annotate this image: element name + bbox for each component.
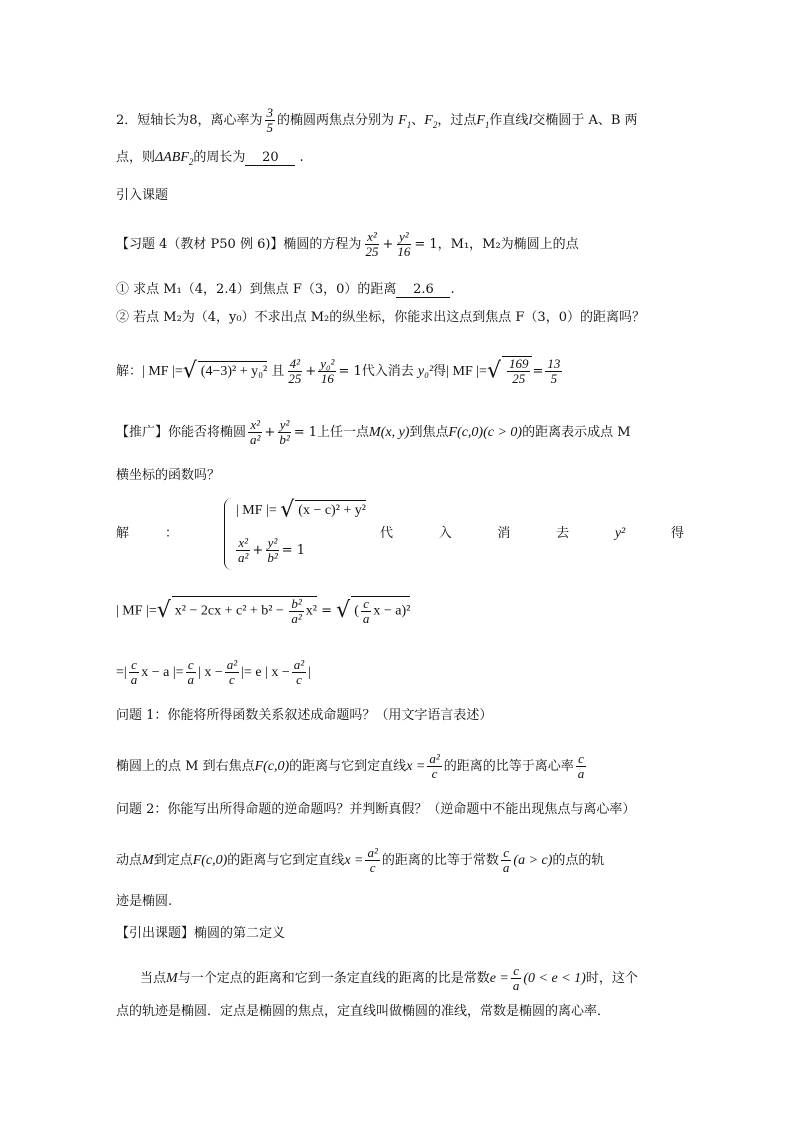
question-2-title: 问题 2：你能写出所得命题的逆命题吗？并判断真假？（逆命题中不能出现焦点与离心率） [116, 802, 636, 817]
exercise-4-statement: 【习题 4（教材 P50 例 6)】椭圆的方程为 $\frac{\text{x²}}{25}$ + $\frac{\text{y²}}{16}$ = 1，M₁，M₂为椭圆上的点 [116, 229, 579, 259]
answer-blank: 20 [245, 150, 295, 166]
generalization-statement: 【推广】你能否将椭圆 $\frac{\text{x²}}{\text{a²}}$ + $\frac{\text{y²}}{\text{b²}}$ = 1上任一点M(x, y)到焦点F(c,0)(c > 0)的距离表示成点 M [116, 417, 631, 447]
eccentricity-fraction: $\frac{3}{5}$ [266, 105, 274, 135]
generalization-line-2: 横坐标的函数吗？ [116, 468, 221, 483]
system-text: 代 入 消 去 y² 得 [380, 526, 684, 541]
exercise-4-question-2: ② 若点 M₂为（4，y₀）不求出点 M₂的纵坐标，你能求出这点到焦点 F（3，0）的距离吗？ [116, 310, 645, 325]
topic-line-2: 点的轨迹是椭圆．定点是椭圆的焦点，定直线叫做椭圆的准线，常数是椭圆的离心率． [116, 1004, 611, 1019]
problem-2-line-1: 2．短轴长为8，离心率为 $\frac{3}{5}$ 的椭圆两焦点分别为 $F_1$、$F_2$，过点$F_1$作直线l交椭圆于 A、B 两 [116, 105, 638, 135]
question-1-answer: 椭圆上的点 M 到右焦点F(c,0)的距离与它到定直线x = $\frac{\text{a²}}{c}$ 的距离的比等于离心率 $\frac{c}{a}$ [116, 751, 585, 781]
system-row: 解 ： [116, 526, 179, 541]
exercise-4-solution: 解：| MF |=√ (4−3)² + y₀² 且 $\frac{\text{4²}}{25}$ + $\frac{\text{y₀²}}{16}$ = 1代入消去 y₀²得| MF |=√ $\frac{169}{25}$ = $\frac{13}{5}$ [116, 356, 561, 386]
problem-2-line-2: 点，则$\Delta ABF_2$的周长为 20 . [116, 150, 304, 167]
exercise-4-question-1: ① 求点 M₁（4，2.4）到焦点 F（3，0）的距离 2.6 . [116, 282, 455, 297]
system-eq-1: | MF |= √ (x − c)² + y² [236, 497, 367, 523]
topic-line-1: 当点M与一个定点的距离和它到一条定直线的距离的比是常数e = $\frac{c}{a}$ (0 < e < 1)时，这个 [140, 963, 638, 993]
derivation-line-1: | MF |=√ x² − 2cx + c² + b² − $\frac{\text{b²}}{\text{a²}}$ x² = √ ( $\frac{c}{a}$ x − a)² [116, 596, 411, 626]
question-2-answer: 动点M到定点F(c,0)的距离与它到定直线x = $\frac{\text{a²}}{c}$ 的距离的比等于常数 $\frac{c}{a}$ (a > c)的点的轨 [116, 845, 605, 875]
question-2-answer-2: 迹是椭圆. [116, 894, 173, 909]
problem-2-text-a: 2．短轴长为8，离心率为 [116, 113, 263, 128]
derivation-line-2: =| $\frac{c}{a}$ x − a |= $\frac{c}{a}$ | x − $\frac{\text{a²}}{c}$ |= e | x − $\frac{\text{a²}}{c}$ | [116, 657, 311, 687]
system-eq-2: $\frac{\text{x²}}{\text{a²}}$ + $\frac{\text{y²}}{\text{b²}}$ = 1 [238, 535, 306, 565]
topic-heading: 【引出课题】椭圆的第二定义 [116, 926, 286, 941]
answer-blank-2: 2.6 [396, 282, 450, 298]
question-1-title: 问题 1：你能将所得函数关系叙述成命题吗？（用文字语言表述） [116, 708, 493, 723]
intro-heading: 引入课题 [116, 188, 169, 203]
